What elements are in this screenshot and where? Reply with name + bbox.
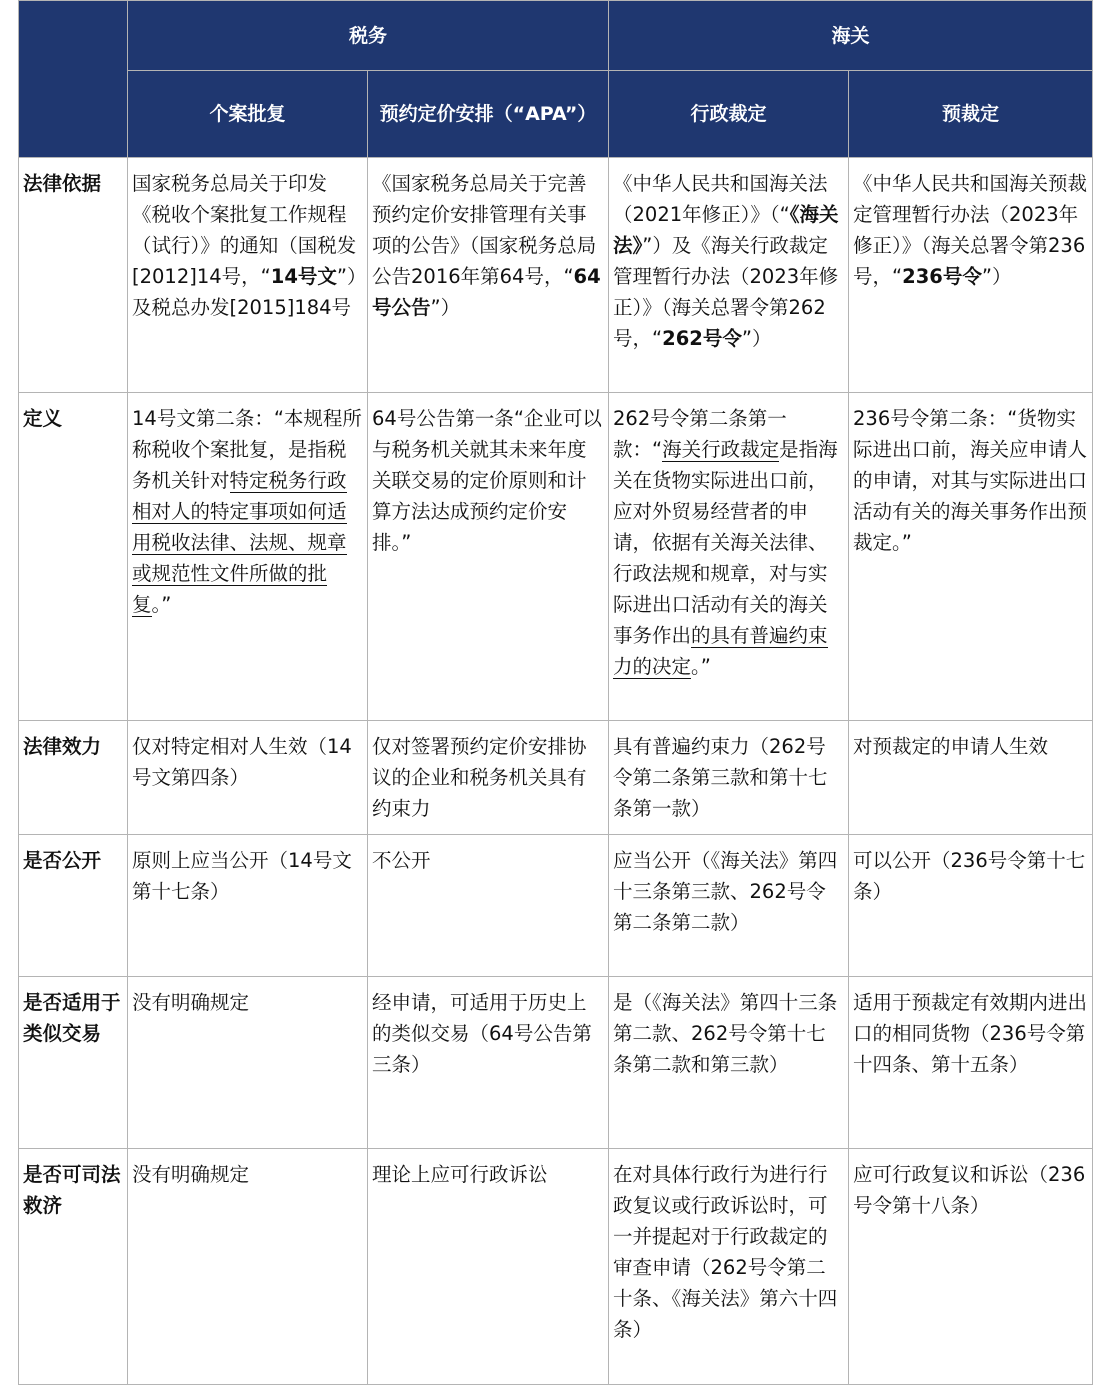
cell-effect-advance-ruling: 对预裁定的申请人生效 [849,721,1093,835]
cell-definition-ruling: 14号文第二条：“本规程所称税收个案批复，是指税务机关针对特定税务行政相对人的特定事项如何适用税收法律、法规、规章或规范性文件所做的批复。” [128,393,368,721]
cell-similar-advance-ruling: 适用于预裁定有效期内进出口的相同货物（236号令第十四条、第十五条） [849,977,1093,1149]
cell-remedy-apa: 理论上应可行政诉讼 [368,1149,609,1385]
table-row-similar-transactions [19,977,1093,1149]
row-label-definition: 定义 [19,393,128,721]
cell-public-admin-ruling: 应当公开（《海关法》第四十三条第三款、262号令第二条第二款） [609,835,849,977]
table-row-public [19,835,1093,977]
cell-remedy-admin-ruling: 在对具体行政行为进行行政复议或行政诉讼时，可一并提起对于行政裁定的审查申请（262号令第二十条、《海关法》第六十四条） [609,1149,849,1385]
cell-basis-apa: 《国家税务总局关于完善预约定价安排管理有关事项的公告》（国家税务总局公告2016年第64号，“64号公告”） [368,158,609,393]
cell-effect-admin-ruling: 具有普遍约束力（262号令第二条第三款和第十七条第一款） [609,721,849,835]
cell-effect-apa: 仅对签署预约定价安排协议的企业和税务机关具有约束力 [368,721,609,835]
header-col-advance-ruling: 预裁定 [849,71,1093,158]
table-row-legal-effect [19,721,1093,835]
cell-similar-apa: 经申请，可适用于历史上的类似交易（64号公告第三条） [368,977,609,1149]
comparison-table [18,0,1093,1385]
table-row-judicial-remedy [19,1149,1093,1385]
cell-definition-apa: 64号公告第一条“企业可以与税务机关就其未来年度关联交易的定价原则和计算方法达成预约定价安排。” [368,393,609,721]
table-row-definition [19,393,1093,721]
row-label-public: 是否公开 [19,835,128,977]
cell-effect-ruling: 仅对特定相对人生效（14号文第四条） [128,721,368,835]
header-group-tax: 税务 [128,1,609,71]
table-row-legal-basis [19,158,1093,393]
cell-public-apa: 不公开 [368,835,609,977]
header-col-apa: 预约定价安排（“APA”） [368,71,609,158]
header-row-groups [19,1,1093,71]
cell-public-ruling: 原则上应当公开（14号文第十七条） [128,835,368,977]
header-corner [19,1,128,158]
cell-similar-ruling: 没有明确规定 [128,977,368,1149]
row-label-legal-effect: 法律效力 [19,721,128,835]
cell-definition-advance-ruling: 236号令第二条：“货物实际进出口前，海关应申请人的申请，对其与实际进出口活动有关的海关事务作出预裁定。” [849,393,1093,721]
cell-similar-admin-ruling: 是（《海关法》第四十三条第二款、262号令第十七条第二款和第三款） [609,977,849,1149]
cell-definition-admin-ruling: 262号令第二条第一款：“海关行政裁定是指海关在货物实际进出口前，应对外贸易经营者的申请，依据有关海关法律、行政法规和规章，对与实际进出口活动有关的海关事务作出的具有普遍约束力的决定。” [609,393,849,721]
cell-basis-ruling: 国家税务总局关于印发《税收个案批复工作规程（试行）》的通知（国税发[2012]14号，“14号文”）及税总办发[2015]184号 [128,158,368,393]
header-col-ruling: 个案批复 [128,71,368,158]
header-row-columns [19,71,1093,158]
cell-remedy-ruling: 没有明确规定 [128,1149,368,1385]
cell-basis-advance-ruling: 《中华人民共和国海关预裁定管理暂行办法（2023年修正）》（海关总署令第236号，“236号令”） [849,158,1093,393]
header-col-admin-ruling: 行政裁定 [609,71,849,158]
row-label-legal-basis: 法律依据 [19,158,128,393]
header-group-customs: 海关 [609,1,1093,71]
row-label-similar-transactions: 是否适用于类似交易 [19,977,128,1149]
cell-remedy-advance-ruling: 应可行政复议和诉讼（236号令第十八条） [849,1149,1093,1385]
cell-basis-admin-ruling: 《中华人民共和国海关法（2021年修正）》（“《海关法》”）及《海关行政裁定管理暂行办法（2023年修正）》（海关总署令第262号，“262号令”） [609,158,849,393]
row-label-judicial-remedy: 是否可司法救济 [19,1149,128,1385]
cell-public-advance-ruling: 可以公开（236号令第十七条） [849,835,1093,977]
